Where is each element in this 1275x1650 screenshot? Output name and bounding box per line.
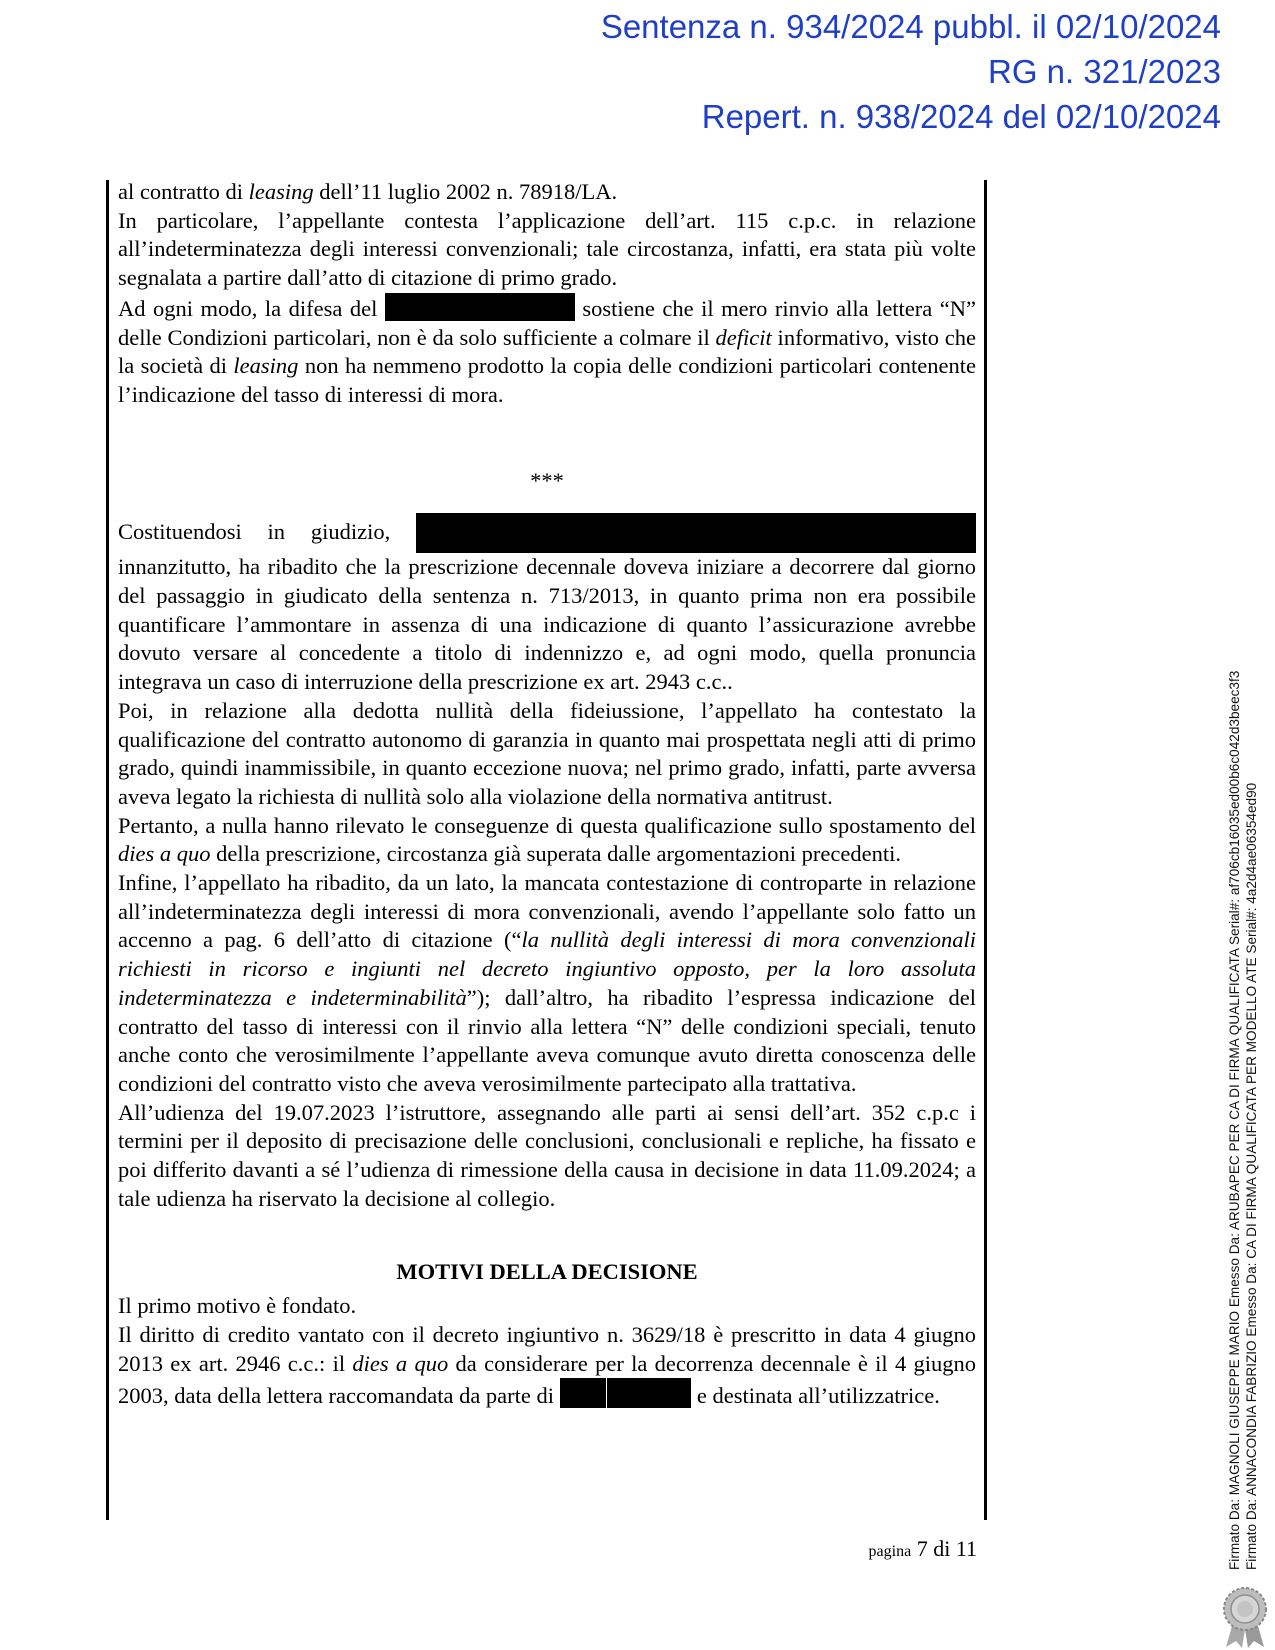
signature-line: Firmato Da: MAGNOLI GIUSEPPE MARIO Emesso Da: ARUBAPEC PER CA DI FIRMA QUALIFICATA Serial#: af706cb16035ed00b6c042d3beec3f3	[1227, 670, 1242, 1570]
paragraph: Infine, l’appellato ha ribadito, da un lato, la mancata contestazione di controparte in relazione all’indeterminatezza degli interessi di mora convenzionali, avendo l’appellante solo fatto un accenno a pag. 6 dell’atto di citazione (“la nullità degli interessi di mora convenzionali richiesti in ricorso e ingiunti nel decreto ingiuntivo opposto, per la loro assoluta indeterminatezza e indeterminabilità”); dall’altro, ha ribadito l’espressa indicazione del contratto del tasso di interessi con il rinvio alla lettera “N” delle condizioni speciali, tenuto anche conto che verosimilmente l’appellante aveva comunque avuto diretta conoscenza delle condizioni del contratto visto che aveva verosimilmente partecipato alla trattativa.	[118, 870, 976, 1096]
case-register-number: RG n. 321/2023	[988, 53, 1221, 90]
paragraph: Ad ogni modo, la difesa del sostiene che il mero rinvio alla lettera “N” delle Condizioni particolari, non è da solo sufficiente a colmare il deficit informativo, visto che la società di leasing non ha nemmeno prodotto la copia delle condizioni particolari contenente l’indicazione del tasso di interessi di mora.	[118, 293, 976, 410]
paragraph: al contratto di leasing dell’11 luglio 2002 n. 78918/LA.	[118, 179, 618, 204]
paragraph: Costituendosi in giudizio, innanzitutto, ha ribadito che la prescrizione decennale doveva iniziare a decorrere dal giorno del passaggio in giudicato della sentenza n. 713/2013, in quanto prima non era possibile quantificare l’ammontare in assenza di una indicazione di quanto l’assicurazione avrebbe dovuto versare al concedente a titolo di indennizzo e, ad ogni modo, quella pronuncia integrava un caso di interruzione della prescrizione ex art. 2943 c.c..	[118, 513, 976, 697]
document-header	[421, 4, 1221, 139]
redaction-box	[416, 513, 976, 553]
paragraph: Il diritto di credito vantato con il decreto ingiuntivo n. 3629/18 è prescritto in data 4 giugno 2013 ex art. 2946 c.c.: il dies a quo da considerare per la decorrenza decennale è il 4 giugno 2003, data della lettera raccomandata da parte di e destinata all’utilizzatrice.	[118, 1321, 976, 1409]
left-margin-rule	[106, 180, 109, 1520]
paragraph: Poi, in relazione alla dedotta nullità della fideiussione, l’appellato ha contestato la qualificazione del contratto autonomo di garanzia in quanto mai prospettata negli atti di primo grado, quindi inammissibile, in quanto eccezione nuova; nel primo grado, infatti, parte avversa aveva legato la richiesta di nullità solo alla violazione della normativa antitrust.	[118, 697, 976, 809]
paragraph: All’udienza del 19.07.2023 l’istruttore, assegnando alle parti ai sensi dell’art. 352 c.p.c i termini per il deposito di precisazione delle conclusioni, conclusionali e repliche, ha fissato e poi differito davanti a sé l’udienza di rimessione della causa in decisione in data 11.09.2024; a tale udienza ha riservato la decisione al collegio.	[118, 1099, 976, 1211]
certification-seal-icon	[1218, 1585, 1272, 1649]
sentence-number: Sentenza n. 934/2024 pubbl. il 02/10/2024	[600, 8, 1221, 45]
repertory-number: Repert. n. 938/2024 del 02/10/2024	[701, 98, 1221, 135]
document-body	[118, 178, 976, 1411]
section-heading: MOTIVI DELLA DECISIONE	[396, 1258, 698, 1284]
section-separator: ***	[530, 467, 564, 493]
paragraph: Pertanto, a nulla hanno rilevato le conseguenze di questa qualificazione sullo spostamento del dies a quo della prescrizione, circostanza già superata dalle argomentazioni precedenti.	[118, 812, 976, 867]
paragraph: In particolare, l’appellante contesta l’applicazione dell’art. 115 c.p.c. in relazione all’indeterminatezza degli interessi convenzionali; tale circostanza, infatti, era stata più volte segnalata a partire dall’atto di citazione di primo grado.	[118, 207, 976, 291]
redaction-box	[607, 1378, 691, 1408]
paragraph: Il primo motivo è fondato.	[118, 1293, 357, 1319]
redaction-box	[385, 293, 575, 321]
right-margin-rule	[984, 180, 987, 1520]
page-number: pagina 7 di 11	[868, 1536, 977, 1561]
digital-signature-band	[1226, 600, 1260, 1570]
signature-line: Firmato Da: ANNACONDIA FABRIZIO Emesso Da: CA DI FIRMA QUALIFICATA PER MODELLO ATE Serial#: 4a2d4ae06354ed90	[1244, 782, 1259, 1570]
redaction-box	[560, 1378, 606, 1408]
